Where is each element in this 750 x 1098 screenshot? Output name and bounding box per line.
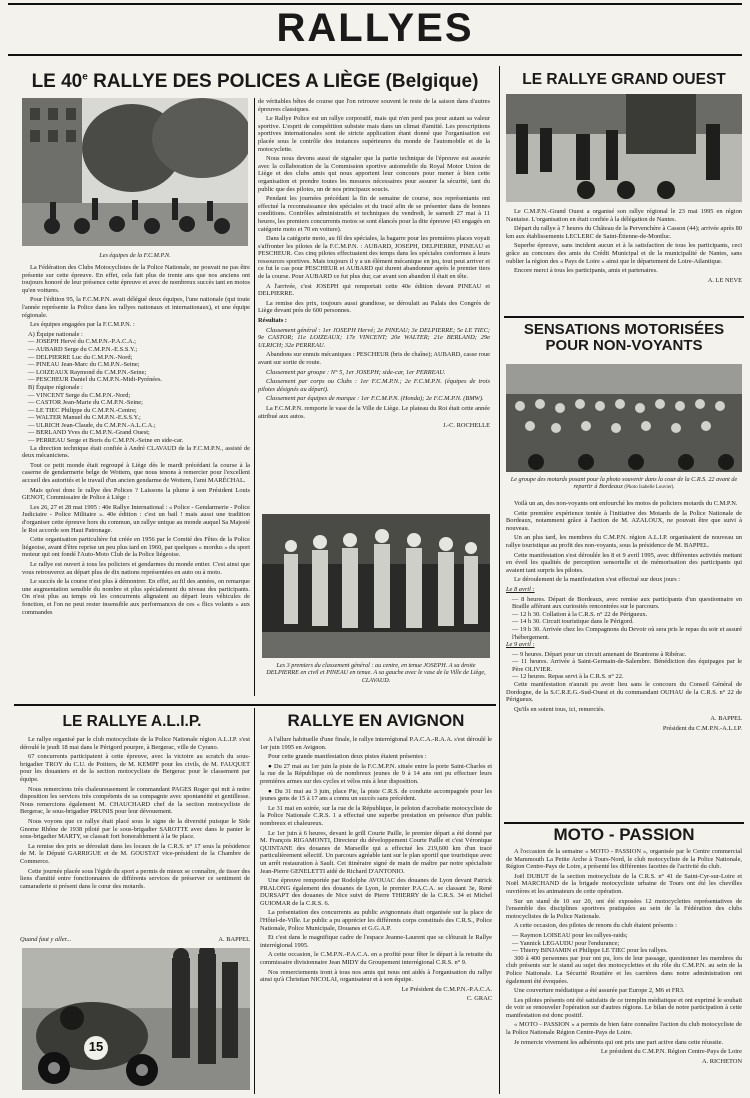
article-moto-passion-body: A l'occasion de la semaine « MOTO - PASSION », organisée par le Centre commercial de Mammouth La Petite Arche à Tours-Nord, le club motocycliste de la Police Nationale, Région Centre-Pays de Loire, a présenté les différentes facettes de l'activité du club. Joël DUBUT de la section motocycliste de la C.R.S. n° 41 de Saint-Cyr-sur-Loire et Noël MARCHAND de la brigade motocycliste urbaine de Tours ont été les chevilles ouvrières et les animateurs de cette opération. Sur un stand de 10 sur 20, ont été exposées 12 motocyclettes représentatives de l'ensemble des disciplines sportives pratiquées au sein de la Fédération des clubs motocyclistes de la Police Nationale. A cette occasion, des pilotes de renom du club étaient présents : — Raymon LOISEAU pour les rallyes-raids; — Yannick LEGAUDU pour l'endurance; — Thierry BINJAMIN et Philippe LE TIEC pour les rallyes. 300 à 400 personnes par jour ont pu, lors de leur passage, questionner les membres du club présents sur le stand au sujet des motocyclettes et du rôle du C.M.P.N. au sein de la Police Nationale. La Sécurité Routière et les carrières dans notre administration ont également été évoquées. Une couverture médiatique a été assurée par Europe 2, M6 et FR3. Les pilotes présents ont été satisfaits de ce tremplin médiatique et ont exprimé le souhait de voir se renouveler l'opération sur d'autres régions. Le bilan de notre participation à cette manifestation est donc positif. « MOTO - PASSION » a permis de bien faire connaître l'action du club motocycliste de la Police Nationale Région Centre-Pays de Loire. Je remercie vivement les adhérents qui ont pris une part active dans cette réussite. Le président du C.M.P.N. Région Centre-Pays de Loire A. RICHETON (506, 848, 742, 1065)
article-avignon-body: A l'allure habituelle d'une finale, le rallye interrégional P.A.C.A.-R.A.A. s'est déroulé le 1er juin 1995 en Avignon. Pour cette grande manifestation deux pistes étaient présentes : ● Du 27 mai au 1er juin la piste de la F.C.M.P.N. située entre la porte Saint-Charles et la rue de la République où de nombreux jeunes de 9 à 14 ans ont pu effectuer leurs premières armes sur des cycles et vélos mis à leur disposition. ● Du 31 mai au 3 juin, place Pie, la piste C.R.S. de conduite accompagnée pour les jeunes gens de 15 à 17 ans a connu un succès sans précédent. Le 31 mai en soirée, sur la rue de la République, le peloton d'acrobatie motocycliste de la Police Nationale C.R.S. 1 a effectué une superbe prestation en présence d'un public nombreux et chaleureux. Le 1er juin à 6 heures, devant le grill Courte Paille, le premier départ a été donné par M. François RIGAMONTI, Directeur du développement Courte Paille et c'est Véronique QUINTANE des douanes de Marseille qui a effectué les 219,600 km d'un tracé particulièrement sélectif. Un parcours agréable tant sur le plan sportif que touristique avec un arrêt restauration à Sault. Cet itinéraire signé de main de maître par notre spécialiste Jean-Pierre GENELETTI aidé de Richard D'ANTONIO. Une épreuve remportée par Rodolphe AVOUAC des douanes de Lyon devant Patrick PRALONG également des douanes de Lyon, le premier P.A.C.A. se classant 3e, René DURSAPT des douanes de Nice suivi de Pierre THIERRY de la C.R.S. 34 et Michel GUIOMAR de la C.R.S. 6. La présentation des concurrents au public avignonnais était organisée sur la place de l'Hôtel-de-Ville. Le public a pu apprécier les différents corps constitués des C.R.S., Police Nationale, Police Municipale, Douanes et G.G.A.P. Et c'est dans le magnifique cadre de l'espace Jeanne-Laurent que se clôturait le Rallye interrégional 1995. A cette occasion, le C.M.P.N.-P.A.C.A. en a profité pour fêter le départ à la retraite du commissaire divisionnaire Jean MIDY du Groupement interrégional C.R.S. n° 9. Nos remerciements iront à tous nos amis qui nous ont aidés à l'organisation du rallye ainsi qu'à Christian NICOLAI, organisateur et à son équipe. Le Président du C.M.P.N.-P.A.C.A. C. GRAC (260, 736, 492, 1003)
article-grand-ouest-body: Le C.M.P.N.-Grand Ouest a organisé son rallye régional le 23 mai 1995 en région Nantaise. L'organisation en était confiée à la délégation de Nantes. Départ du rallye à 7 heures du Château de la Pervenchère à Casson (44); arrivée après 80 km aux établissements LECLERC de Saint-Étienne-de-Montluc. Superbe épreuve, sans incident aucun et à la satisfaction de tous les participants, ceci grâce au concours des amis du Crédit Municipal et de la municipalité de Nantes, sans oublier la région des « Pays de Loire » ainsi que le département de Loire-Atlantique. Encore merci à tous les participants, amis et partenaires. A. LE NEVE (506, 208, 742, 284)
masthead-title: RALLYES (276, 6, 474, 50)
photo-liege-caption: Les équipes de la F.C.M.P.N. (99, 252, 171, 259)
article-alip-title: LE RALLYE A.L.I.P. (62, 713, 202, 730)
article-alip-body: Le rallye organisé par le club motocycliste de la Police Nationale région A.L.I.P. s'est déroulé le jeudi 18 mai dans le Périgord pourpre, à Bergerac, ville de Cyrano. 67 concurrents participaient à cette épreuve, avec la victoire au scratch du sous-brigadier TROY du C.U. de Poitiers, de M. KEMPF pour les civils, de M. FAUQUET pour les douaniers et de la section motocycliste de Bergerac pour le classement par équipe. Nous remercions très chaleureusement le commandant PAGES Roger qui mit à notre disposition les services très compétents de sa compagnie avec spontanéité et gentillesse. Nous remercions également M. CHAUCHARD chef de la section motocycliste de Bergerac, le sous-brigadier PRUNIS pour leur dévouement. Nous voyons que ce rallye était placé sous le signe de la diversité puisque le Side Gnome Rhône de 1938 piloté par le sous-brigadier SAROTTE avec dans le panier le sous-brigadier MARTY, se classait fort honorablement à la 9e place. La remise des prix se déroulait dans les locaux de la C.R.S. n° 17 sous la présidence de M. le Député GARRIGUE et de M. GOUSTAT vice-président de la Chambre de Commerce. Cette journée placée sous l'égide du sport a permis de mieux se connaître, de tisser des liens d'amitié entre fonctionnaires de différents services de préserver ce sentiment de camaraderie si présent dans le cœur des motards. (20, 736, 250, 890)
article-liege-col1: La Fédération des Clubs Motocyclistes de la Police Nationale, ne pouvait ne pas être présente sur cette épreuve. En effet, cela fait plus de trente ans que nos anciens ont toujours honoré de leur présence cette épreuve et avec de nombreux succès tant en motos qu'en voitures. Pour l'édition 95, la F.C.M.P.N. avait délégué deux équipes, l'une nationale (qui toute l'année représente la Police dans les rallyes nationaux et internationaux), et une équipe régionale. Les équipes engagées par la F.C.M.P.N. : A) Équipe nationale : — JOSEPH Hervé du C.M.P.N.-P.A.C.A.; — AUBARD Serge du C.M.P.N.-E.S.S.Y.; — DELPIERRE Luc du C.M.P.N.-Nord; — PINEAU Jean-Marc du C.M.P.N.-Seine; — LOIZEAUX Raymond du C.M.P.N.-Seine; — PESCHEUR Daniel du C.M.P.N.-Midi-Pyrénées. B) Équipe régionale : — VINCENT Serge du C.M.P.N.-Nord; — CASTOR Jean-Marie du C.M.P.N.-Seine; — LE TIEC Philippe du C.M.P.N.-Centre; — WALTER Manuel du C.M.P.N.-E.S.S.Y.; — ULRICH Jean-Claude, du C.M.P.N.-A.L.C.A.; — BERLAND Yves du C.M.P.N.-Grand Ouest; — PERREAU Serge et Boris du C.M.P.N.-Seine en side-car. La direction technique était confiée à André CLAVAUD de la F.C.M.P.N., assisté de deux mécaniciens. Tout ce petit monde était regroupé à Liège dès le mardi précédant la course à la caserne de gendarmerie belge de Wottem, que nous tenons à remercier pour l'excellent accueil des autorités et le travail d'un ancien gendarme de Wottem, l'ami MARÉCHAL. Mais qu'est donc le rallye des Polices ? Laissons la plume à son Président Louis GENOT, Commissaire de Police à Liège : Les 26, 27 et 28 mai 1995 : 40e Rallye International : « Police - Gendarmerie - Police Judiciaire - Police Militaire ». 40e édition : c'est un bail ! mais aussi une tradition d'organiser cette épreuve hors du commun, un rallye unique au monde auquel Sa Majesté le Roi accorde son Haut Patronage. Cette organisation particulière fut créée en 1956 par le Comité des Fêtes de la Police liégeoise, avant d'être reprise un peu plus tard en 1960, par quelques « mordus » du sport moteur qui ont fondé l'Auto-Moto Club de la Police liégeoise. Le rallye est ouvert à tous les policiers et gendarmes du monde entier. C'est ainsi que vous retrouverez au départ plus de dix nations représentées en auto ou à moto. Le succès de la course n'est plus à démontrer. En effet, au fil des années, on remarque une augmentation sensible du nombre et plus spécialement du niveau des participants. On n'est plus au temps où les concurrents alignaient au départ leurs véhicules de fonction, et l'on ne peut rester insensible aux performances de ces « flics volants » aux commandes (22, 264, 250, 616)
photo-liege-podium-caption: Les 3 premiers du classement général : au centre, en tenue JOSEPH. A sa droite DELPIERRE en civil et PINEAU en tenue. A sa gauche avec le vase de la Ville de Liège, CLAVAUD. (266, 662, 486, 684)
article-liege-title: LE 40e RALLYE DES POLICES A LIÈGE (Belgique) (31, 71, 479, 92)
rule-col-1-2 (254, 98, 255, 696)
article-sensations-title: SENSATIONS MOTORISÉES POUR NON-VOYANTS (523, 321, 725, 354)
rule-col-main-side (499, 66, 500, 1094)
sidecar-number: 15 (88, 1039, 104, 1054)
article-moto-passion-title: MOTO - PASSION (553, 825, 695, 844)
photo-grand-ouest (506, 94, 742, 202)
article-avignon-title: RALLYE EN AVIGNON (287, 711, 465, 730)
rule-lower-articles (14, 704, 496, 706)
photo-liege-podium (262, 514, 490, 658)
masthead (0, 0, 750, 60)
article-alip-closing: Quand faut y aller... A. BAPPEL (20, 936, 250, 943)
rule-moto-passion-top (504, 822, 744, 824)
article-liege-col2: de véritables bêtes de course que l'on retrouve souvent le reste de la saison dans d'autres épreuves classiques. Le Rallye Police est un rallye corporatif, mais qui n'en perd pas pour autant sa valeur sportive. L'esprit de compétition subsiste mais dans un climat d'amitié. Les prescriptions sportives internationales sont de stricte application étant donné que l'organisation est placée sous le contrôle des instances supérieures du monde de l'automobile et de la motocyclette. Nous nous devons aussi de signaler que la partie technique de l'épreuve est assurée avec la collaboration de la Commission sportive automobile du Royal Motor Union de Liège et des clubs amis qui nous apportent leur concours pour mener à bien cette organisation et prendre toutes les mesures nécessaires pour assurer la sécurité, tant du public que des pilotes, un de nos principaux soucis. Pendant les journées précédant la fin de semaine de course, nos représentants ont effectué la reconnaissance des spéciales et du tracé afin de se présenter dans de bonnes conditions. Contrôles administratifs et techniques du vendredi, le samedi 27 mai à 11 heures, les premiers concurrents motos se sont élancés pour la dite épreuve (43 engagés en catégorie moto et 70 en voiture). Dans la catégorie moto, au fil des spéciales, la bagarre pour les premières places voyait s'affronter les pilotes de la F.C.M.P.N. : AUBARD, JOSEPH, DELPIERRE, PINEAU et PESCHEUR. Ces cinq pilotes effectuaient des temps dans les spéciales conformes à leurs ressources sportives. Mais toujours il y a un élément mécanique en jeu, tout peut arriver et ce fut le cas pour PESCHEUR et AUBARD qui durent abandonner après le premier tiers de la course. Pour AUBARD ce fut plus dur, car avant son abandon il était en tête. A l'arrivée, c'est JOSEPH qui remportait cette 40e édition devant PINEAU et DELPIERRE. La remise des prix, toujours aussi grandiose, se déroulait au Palais des Congrès de Liège devant près de 600 personnes. Résultats : Classement général : 1er JOSEPH Hervé; 2e PINEAU; 3e DELPIERRE; 5e LE TIEC; 9e CASTOR; 11e LOIZEAUX; 17e VINCENT; 20e WALTER; 21e BERLAND; 29e ULRICH; 32e PERREAU. Abandons sur ennuis mécaniques : PESCHEUR (bris de chaîne); AUBARD, casse roue avant sur sortie de route. Classement par groupe : N° 5, 1er JOSEPH; side-car, 1er PERREAU. Classement par corps ou Clubs : 1er F.C.M.P.N.; 2e F.C.M.P.N. (équipes de trois pilotes désignés au départ). Classement par équipes de marque : 1er F.C.M.P.N. (Honda); 2e F.C.M.P.N. (BMW). La F.C.M.P.N. remporte le vase de la Ville de Liège. Le plateau du Roi était cette année attribué aux autos. J.-C. ROCHELLE (258, 98, 490, 430)
rule-sensations-top (504, 316, 744, 318)
rule-col-lower (254, 708, 255, 1094)
photo-sensations (506, 364, 742, 472)
photo-alip-sidecar (22, 948, 250, 1090)
photo-sensations-caption: Le groupe des motards posant pour la photo souvenir dans la cour de la C.R.S. 22 avant de repartir à Bordeaux (Photo Isabelle Louvier). (510, 476, 738, 491)
article-grand-ouest-title: LE RALLYE GRAND OUEST (522, 71, 726, 88)
masthead-top-rule (8, 3, 742, 5)
article-sensations-body: Voilà un an, des non-voyants ont enfourché les motos de policiers motards du C.M.P.N. Cette première expérience tentée à l'initiative des Motards de la Police Nationale de Bordeaux, notamment grâce à l'action de M. AZALOUX, ne pouvait être que suivi à nouveau. Un an plus tard, les membres du C.M.P.N. région A.L.I.P. organisaient de nouveau un rallye touristique au profit des non-voyants, sous la présidence de M. BAPPEL. Cette manifestation s'est déroulée les 8 et 9 avril 1995, avec différentes activités mettant en éveil les qualités de perception sensorielle et de mémorisation des participants qui avaient tant surpris les pilotes. Le déroulement de la manifestation s'est effectué sur deux jours : Le 8 avril : — 8 heures. Départ de Bordeaux, avec remise aux participants d'un questionnaire en Braille afférant aux curiosités rencontrées sur le parcours. — 12 h 30. Collation à la C.R.S. n° 22 de Périgueux. — 14 h 30. Circuit touristique dans le Périgord. — 19 h 30. Arrivée chez les Compagnons du Devoir où sera pris le repas du soir et assuré l'hébergement. Le 9 avril : — 9 heures. Départ pour un circuit amenant de Brantome à Ribérac. — 11 heures. Arrivée à Saint-Germain-de-Salembre. Bénédiction des équipages par le Père OLIVIER. — 12 heures. Repas servi à la C.R.S. n° 22. Cette manifestation n'aurait pu avoir lieu sans le concours du Conseil Général de Dordogne, de la S.C.R.E.G.-Sud-Ouest et du commandant OUHAU de la C.R.S. n° 22 de Périgueux. Qu'ils en soient tous, ici, remerciés. A. BAPPEL Président du C.M.P.N.-A.L.I.P. (506, 500, 742, 733)
masthead-bottom-rule (8, 54, 742, 56)
photo-liege-teams (22, 98, 248, 246)
